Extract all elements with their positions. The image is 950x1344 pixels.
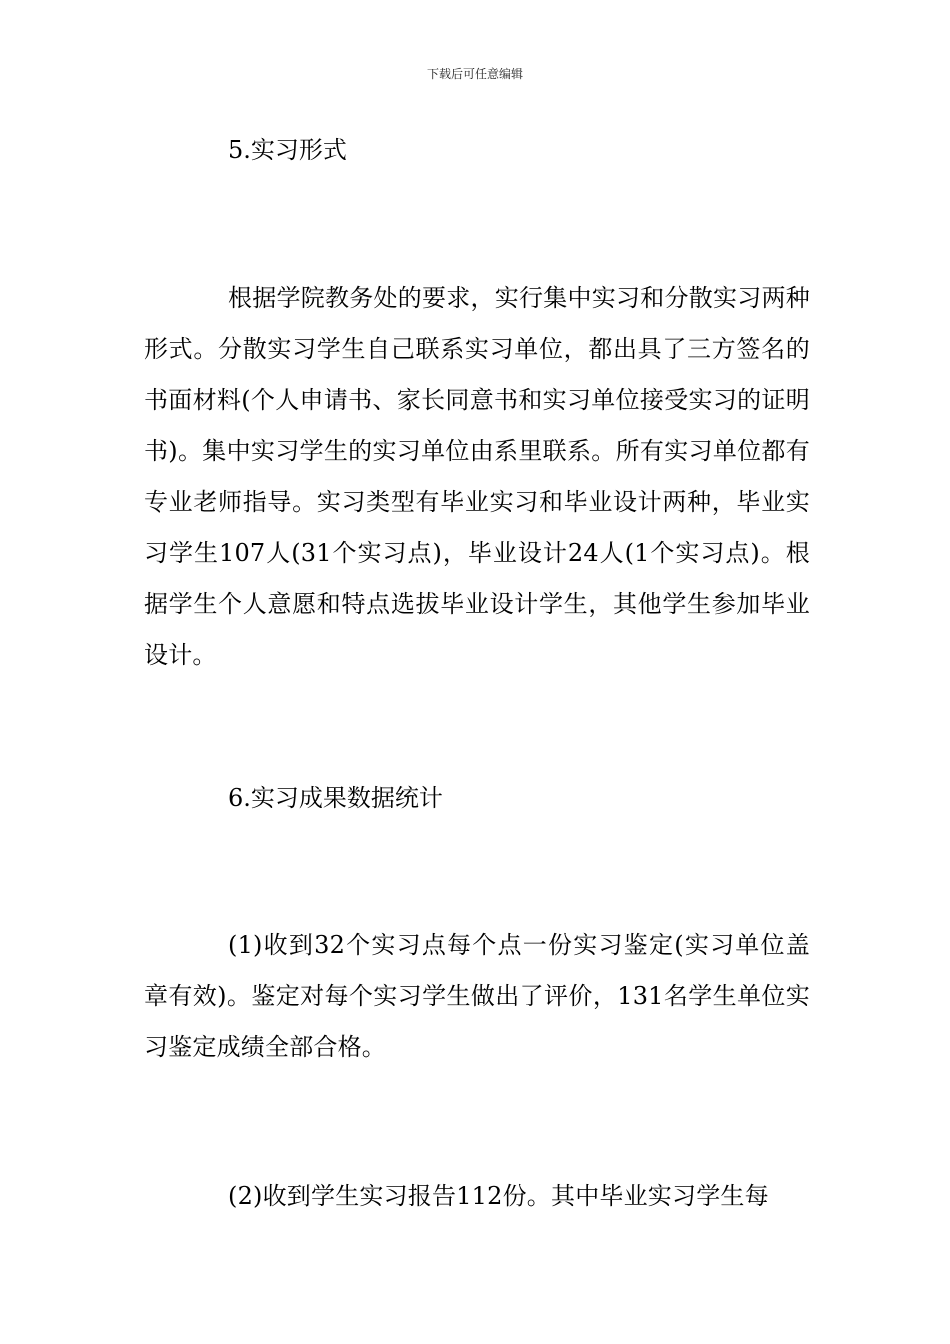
section-5-paragraph: 根据学院教务处的要求，实行集中实习和分散实习两种形式。分散实习学生自己联系实习单位，都出具了三方签名的书面材料(个人申请书、家长同意书和实习单位接受实习的证明书)。集中实习学生的实习单位由系里联系。所有实习单位都有专业老师指导。实习类型有毕业实习和毕业设计两种，毕业实习学生107人(31个实习点)，毕业设计24人(1个实习点)。根据学生个人意愿和特点选拔毕业设计学生，其他学生参加毕业设计。	[144, 284, 810, 669]
section-heading-6: 6.实习成果数据统计	[228, 784, 443, 812]
page-header-note: 下载后可任意编辑	[426, 67, 523, 81]
section-6-paragraph-2: (2)收到学生实习报告112份。其中毕业实习学生每	[228, 1182, 769, 1210]
section-6-paragraph-1: (1)收到32个实习点每个点一份实习鉴定(实习单位盖章有效)。鉴定对每个实习学生做出了评价，131名学生单位实习鉴定成绩全部合格。	[144, 931, 810, 1061]
section-heading-5: 5.实习形式	[228, 136, 347, 164]
